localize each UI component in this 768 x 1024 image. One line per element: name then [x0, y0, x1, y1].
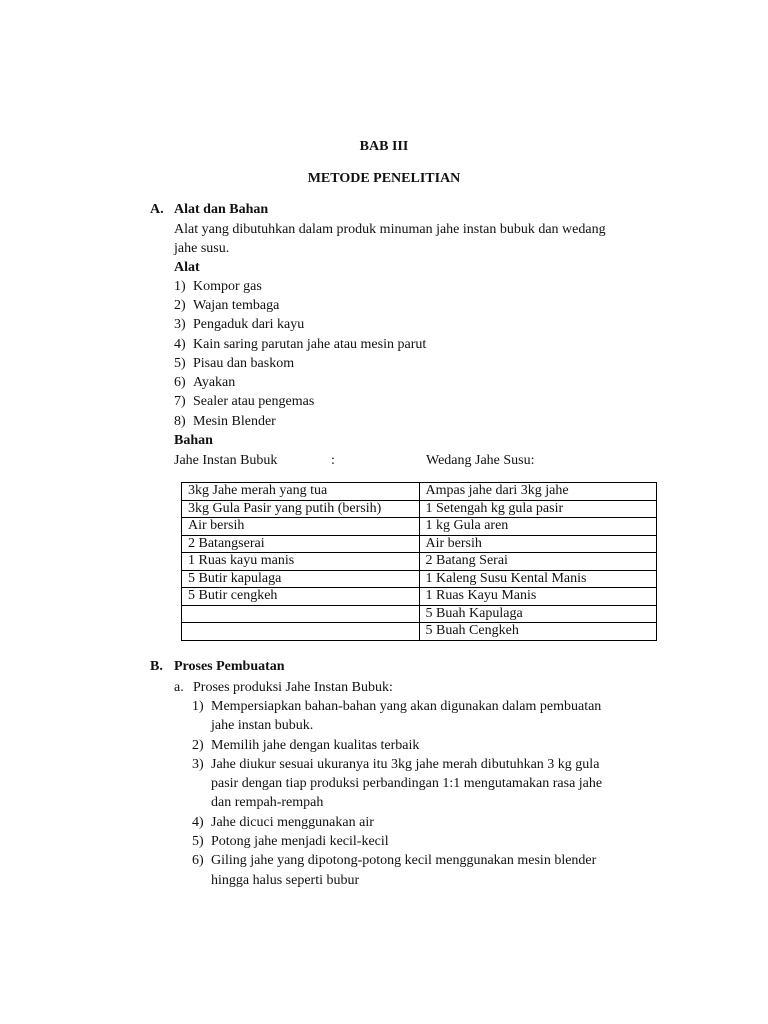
- section-b-title: Proses Pembuatan: [174, 659, 285, 674]
- table-cell-wedang-jahe: 1 Kaleng Susu Kental Manis: [419, 570, 657, 588]
- alat-item-number: 4): [174, 337, 186, 352]
- table-cell-jahe-instan: 1 Ruas kayu manis: [182, 553, 420, 571]
- table-cell-jahe-instan: 3kg Gula Pasir yang putih (bersih): [182, 500, 420, 518]
- section-a-intro-line1: Alat yang dibutuhkan dalam produk minuman jahe instan bubuk dan wedang: [174, 222, 606, 237]
- chapter-heading: BAB III: [359, 139, 409, 154]
- table-cell-jahe-instan: 2 Batangserai: [182, 535, 420, 553]
- step-number: 5): [192, 834, 204, 849]
- chapter-title: METODE PENELITIAN: [307, 171, 461, 186]
- step-number: 3): [192, 757, 204, 772]
- table-cell-jahe-instan: [182, 623, 420, 641]
- table-row: [182, 483, 657, 501]
- table-cell-wedang-jahe: 1 Ruas Kayu Manis: [419, 588, 657, 606]
- step-number: 6): [192, 853, 204, 868]
- alat-item-number: 3): [174, 317, 186, 332]
- alat-item-number: 1): [174, 279, 186, 294]
- alat-item-number: 2): [174, 298, 186, 313]
- table-row: [182, 623, 657, 641]
- step-text: pasir dengan tiap produksi perbandingan 1:1 mengutamakan rasa jahe: [211, 776, 603, 791]
- alat-item-text: Kain saring parutan jahe atau mesin parut: [193, 337, 427, 352]
- subsection-marker: a.: [174, 680, 184, 695]
- section-b-marker: B.: [150, 659, 163, 674]
- table-row: [182, 500, 657, 518]
- table-cell-wedang-jahe: 1 Setengah kg gula pasir: [419, 500, 657, 518]
- step-text: Jahe dicuci menggunakan air: [211, 815, 374, 830]
- alat-heading: Alat: [174, 260, 200, 275]
- step-text: Mempersiapkan bahan-bahan yang akan digunakan dalam pembuatan: [211, 699, 602, 714]
- table-row: [182, 605, 657, 623]
- table-cell-wedang-jahe: 5 Buah Cengkeh: [419, 623, 657, 641]
- table-cell-jahe-instan: 3kg Jahe merah yang tua: [182, 483, 420, 501]
- section-a-marker: A.: [150, 202, 164, 217]
- step-text: Memilih jahe dengan kualitas terbaik: [211, 738, 420, 753]
- step-text: Jahe diukur sesuai ukuranya itu 3kg jahe merah dibutuhkan 3 kg gula: [211, 757, 600, 772]
- table-cell-jahe-instan: Air bersih: [182, 518, 420, 536]
- alat-item-number: 6): [174, 375, 186, 390]
- section-a-title: Alat dan Bahan: [174, 202, 269, 217]
- step-text: hingga halus seperti bubur: [211, 873, 360, 888]
- step-text: jahe instan bubuk.: [211, 718, 314, 733]
- table-row: [182, 588, 657, 606]
- alat-item-number: 7): [174, 394, 186, 409]
- section-a-intro-line2: jahe susu.: [174, 241, 230, 256]
- alat-item-text: Kompor gas: [193, 279, 262, 294]
- table-cell-wedang-jahe: 5 Buah Kapulaga: [419, 605, 657, 623]
- table-cell-wedang-jahe: 2 Batang Serai: [419, 553, 657, 571]
- table-cell-jahe-instan: 5 Butir kapulaga: [182, 570, 420, 588]
- table-row: [182, 570, 657, 588]
- table-cell-jahe-instan: 5 Butir cengkeh: [182, 588, 420, 606]
- subsection-title: Proses produksi Jahe Instan Bubuk:: [193, 680, 393, 695]
- table-cell-wedang-jahe: Ampas jahe dari 3kg jahe: [419, 483, 657, 501]
- table-cell-wedang-jahe: 1 kg Gula aren: [419, 518, 657, 536]
- bahan-right-label: Wedang Jahe Susu:: [426, 453, 535, 468]
- table-row: [182, 518, 657, 536]
- bahan-table: [181, 482, 657, 641]
- alat-item-text: Ayakan: [193, 375, 236, 390]
- alat-item-text: Mesin Blender: [193, 414, 276, 429]
- table-row: [182, 535, 657, 553]
- step-number: 2): [192, 738, 204, 753]
- table-cell-wedang-jahe: Air bersih: [419, 535, 657, 553]
- alat-item-text: Pisau dan baskom: [193, 356, 295, 371]
- bahan-left-label: Jahe Instan Bubuk: [174, 453, 278, 468]
- alat-item-text: Wajan tembaga: [193, 298, 280, 313]
- alat-item-number: 5): [174, 356, 186, 371]
- step-text: Giling jahe yang dipotong-potong kecil menggunakan mesin blender: [211, 853, 597, 868]
- bahan-heading: Bahan: [174, 433, 213, 448]
- bahan-colon: :: [331, 453, 335, 468]
- step-text: dan rempah-rempah: [211, 795, 324, 810]
- step-number: 1): [192, 699, 204, 714]
- step-number: 4): [192, 815, 204, 830]
- step-text: Potong jahe menjadi kecil-kecil: [211, 834, 389, 849]
- table-cell-jahe-instan: [182, 605, 420, 623]
- alat-item-number: 8): [174, 414, 186, 429]
- alat-item-text: Sealer atau pengemas: [193, 394, 315, 409]
- table-row: [182, 553, 657, 571]
- alat-item-text: Pengaduk dari kayu: [193, 317, 305, 332]
